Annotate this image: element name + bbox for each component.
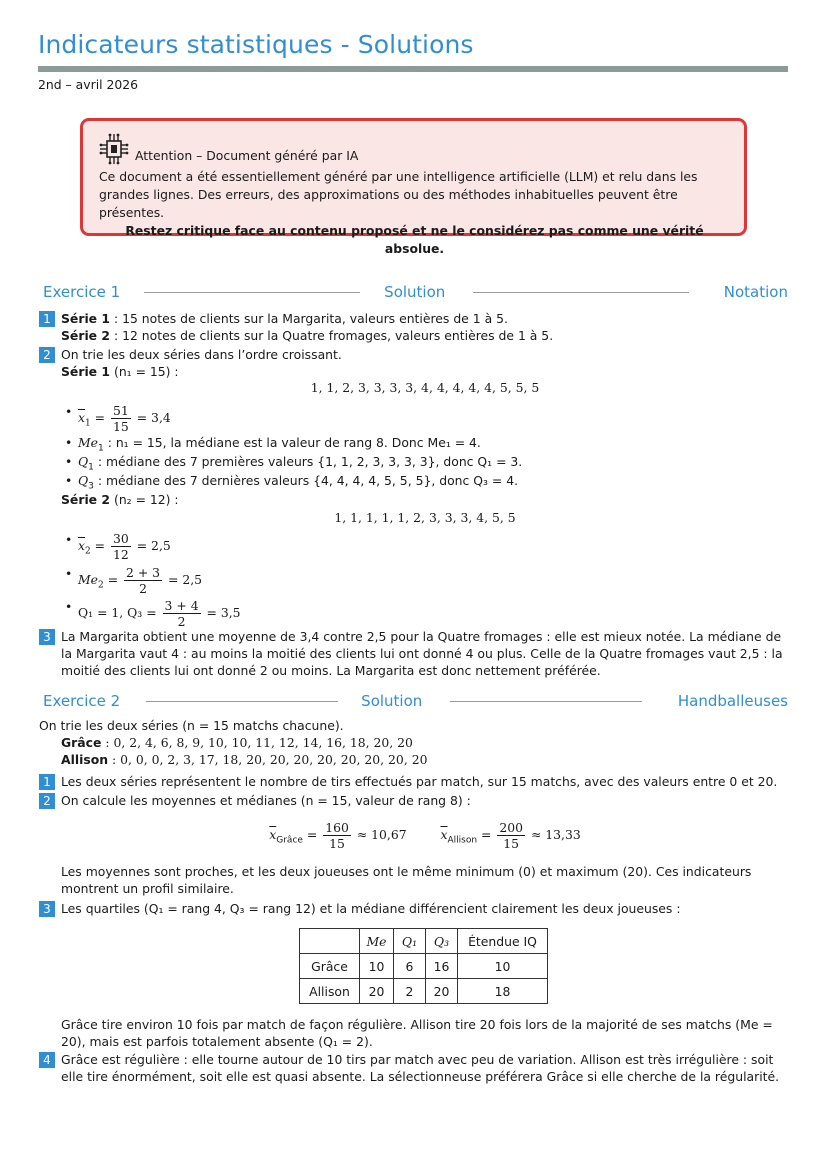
circuit-chip-icon xyxy=(99,133,129,165)
allison-series xyxy=(61,751,427,768)
table-header-row xyxy=(300,929,548,954)
table-cell: 18 xyxy=(458,979,548,1004)
question-2 xyxy=(39,346,789,363)
question-number: 3 xyxy=(39,901,55,917)
grace-mean-value: ≈ 10,67 xyxy=(356,827,407,842)
serie-2-median: • $Me_2$ = $\frac{2 + 3}{2}$ = 2,5 xyxy=(78,565,202,596)
exercise-1-header xyxy=(38,282,788,302)
grace-subscript: Grâce xyxy=(276,835,303,846)
ai-notice-box xyxy=(80,118,747,256)
means-formula: $\overline{x}_{Grâce}$ = $\frac{160}{15}$ ≈ 10,67 $\overline{x}_{Allison}$ = $\frac{200}{15}$ ≈ 13,33 xyxy=(269,820,581,851)
table-cell: 10 xyxy=(360,954,394,979)
serie-label: Série 1 xyxy=(61,364,111,379)
serie-1-q3: • $Q_3$ : médiane des 7 dernières valeurs {4, 4, 4, 4, 5, 5, 5}, donc Q₃ = 4. xyxy=(78,472,518,495)
exercise-2-header xyxy=(38,691,788,711)
ai-notice-warning: Restez critique face au contenu proposé et ne le considérez pas comme une vérité absolue. xyxy=(125,223,704,256)
allison-subscript: Allison xyxy=(447,835,478,846)
question-intro: On trie les deux séries dans l’ordre croissant. xyxy=(61,347,342,362)
table-header-cell xyxy=(300,929,360,954)
table-cell: 20 xyxy=(426,979,458,1004)
quartiles-table xyxy=(299,928,548,1004)
serie-2-mean: • $\overline{x}_2$ = $\frac{30}{12}$ = 2,5 xyxy=(78,531,171,562)
serie-2-quartiles xyxy=(78,598,241,629)
question-answer: La Margarita obtient une moyenne de 3,4 contre 2,5 pour la Quatre fromages : elle est mieux notée. La médiane de la Margarita vaut 4 : au moins la moitié des clients lui ont donné 4 ou plus. Celle de la Quatre fromages vaut 2,5 : la moitié des clients lui ont donné 2 ou moins. La Margarita est donc nettement préférée. xyxy=(61,629,783,678)
quartile-value: = 3,5 xyxy=(206,605,241,620)
question-intro: Les quartiles (Q₁ = rang 4, Q₃ = rang 12) et la médiane différencient clairement les deux joueuses : xyxy=(61,901,681,916)
solution-label: Solution xyxy=(361,692,423,710)
serie-1-sorted: 1, 1, 2, 3, 3, 3, 3, 4, 4, 4, 4, 4, 5, 5, 5 xyxy=(310,380,540,395)
player-values: : 0, 2, 4, 6, 8, 9, 10, 10, 11, 12, 14, 16, 18, 20, 20 xyxy=(101,735,413,750)
median-value: = 2,5 xyxy=(168,572,203,587)
exercise-label: Exercice 1 xyxy=(43,283,121,301)
grace-series xyxy=(61,734,413,751)
table-row xyxy=(300,954,548,979)
table-header-cell: Me xyxy=(360,929,394,954)
question-number: 3 xyxy=(39,629,55,645)
serie-label: Série 1 xyxy=(61,311,111,326)
exercise-topic: Handballeuses xyxy=(677,692,788,710)
ai-notice-text: Ce document a été essentiellement généré par une intelligence artificielle (LLM) et relu dans les grandes lignes. Des erreurs, des approximations ou des méthodes inhabituelles peuvent être présentes. xyxy=(99,169,698,220)
quartile-text: : médiane des 7 premières valeurs {1, 1, 2, 3, 3, 3, 3}, donc Q₁ = 3. xyxy=(93,454,523,469)
fraction-numerator: 200 xyxy=(499,820,523,835)
player-values: : 0, 0, 0, 2, 3, 17, 18, 20, 20, 20, 20, 20, 20, 20, 20 xyxy=(108,752,428,767)
question-number: 2 xyxy=(39,347,55,363)
fraction-numerator: 3 + 4 xyxy=(164,598,199,613)
question-answer: Les deux séries représentent le nombre de tirs effectués par match, sur 15 matchs, avec des valeurs entre 0 et 20. xyxy=(61,774,778,789)
page-subtitle: 2nd – avril 2026 xyxy=(38,77,139,92)
fraction-denominator: 12 xyxy=(113,547,129,562)
question-answer: Grâce tire environ 10 fois par match de façon régulière. Allison tire 20 fois lors de la majorité de ses matchs (Me = 20), mais est parfois totalement absente (Q₁ = 2). xyxy=(61,1017,773,1049)
fraction-numerator: 30 xyxy=(113,531,129,546)
table-cell: Grâce xyxy=(300,954,360,979)
question-3-conclusion xyxy=(39,1016,789,1050)
page-title: Indicateurs statistiques - Solutions xyxy=(38,30,474,59)
question-number: 2 xyxy=(39,793,55,809)
serie-description: : 15 notes de clients sur la Margarita, valeurs entières de 1 à 5. xyxy=(110,311,508,326)
player-label: Grâce xyxy=(61,735,102,750)
table-header-cell: Q₁ xyxy=(394,929,426,954)
mean-value: = 3,4 xyxy=(136,410,171,425)
question-number: 1 xyxy=(39,311,55,327)
table-row xyxy=(300,979,548,1004)
question-2-conclusion xyxy=(39,863,789,897)
table-cell: 16 xyxy=(426,954,458,979)
table-cell: Allison xyxy=(300,979,360,1004)
serie-label: Série 2 xyxy=(61,492,111,507)
fraction-denominator: 2 xyxy=(139,581,147,596)
allison-mean-value: ≈ 13,33 xyxy=(530,827,581,842)
question-2 xyxy=(39,792,789,809)
table-cell: 6 xyxy=(394,954,426,979)
fraction-numerator: 2 + 3 xyxy=(126,565,161,580)
serie-size: (n₂ = 12) : xyxy=(113,492,179,507)
question-3 xyxy=(39,900,789,917)
header-rule xyxy=(450,701,642,702)
fraction-denominator: 15 xyxy=(503,836,520,851)
question-answer: Grâce est régulière : elle tourne autour de 10 tirs par match avec peu de variation. Allison est très irrégulière : soit elle tire énormément, soit elle est quasi absente. La sélectionneuse préférera Grâce si elle cherche de la régularité. xyxy=(61,1052,780,1084)
fraction-denominator: 15 xyxy=(329,836,345,851)
solution-label: Solution xyxy=(384,283,446,301)
table-header-cell: Étendue IQ xyxy=(458,929,548,954)
serie-description: : 12 notes de clients sur la Quatre fromages, valeurs entières de 1 à 5. xyxy=(110,328,554,343)
exercise-label: Exercice 2 xyxy=(43,692,121,710)
quartile-prefix: Q₁ = 1, Q₃ = xyxy=(78,605,157,620)
table-cell: 10 xyxy=(458,954,548,979)
serie-2-sorted: 1, 1, 1, 1, 1, 2, 3, 3, 3, 4, 5, 5 xyxy=(334,510,516,525)
median-text: : n₁ = 15, la médiane est la valeur de rang 8. Donc Me₁ = 4. xyxy=(103,435,481,450)
serie-1-q1: • $Q_1$ : médiane des 7 premières valeurs {1, 1, 2, 3, 3, 3, 3}, donc Q₁ = 3. xyxy=(78,453,522,476)
quartile-text: : médiane des 7 dernières valeurs {4, 4, 4, 4, 5, 5, 5}, donc Q₃ = 4. xyxy=(93,473,519,488)
serie-1-mean: • $\overline{x}_1$ = $\frac{51}{15}$ = 3,4 xyxy=(78,403,171,434)
serie-size: (n₁ = 15) : xyxy=(113,364,179,379)
table-cell: 2 xyxy=(394,979,426,1004)
title-rule xyxy=(38,66,788,72)
question-number: 1 xyxy=(39,774,55,790)
fraction-denominator: 2 xyxy=(177,614,186,629)
table-header-cell: Q₃ xyxy=(426,929,458,954)
header-rule xyxy=(146,701,338,702)
header-rule xyxy=(473,292,689,293)
serie-2-heading xyxy=(61,491,179,508)
table-cell: 20 xyxy=(360,979,394,1004)
header-rule xyxy=(144,292,360,293)
question-number: 4 xyxy=(39,1052,55,1068)
question-answer: Les moyennes sont proches, et les deux joueuses ont le même minimum (0) et maximum (20). Ces indicateurs montrent un profil similaire. xyxy=(61,864,752,896)
serie-1-heading xyxy=(61,363,179,380)
question-intro: On calcule les moyennes et médianes (n = 15, valeur de rang 8) : xyxy=(61,793,471,808)
serie-1-median: • $Me_1$ : n₁ = 15, la médiane est la valeur de rang 8. Donc Me₁ = 4. xyxy=(78,434,481,457)
fraction-numerator: 51 xyxy=(113,403,129,418)
mean-value: = 2,5 xyxy=(136,538,171,553)
fraction-denominator: 15 xyxy=(113,419,129,434)
fraction-numerator: 160 xyxy=(325,820,349,835)
player-label: Allison xyxy=(61,752,109,767)
ai-notice-title: Attention – Document généré par IA xyxy=(135,148,359,163)
exercise-2-intro: On trie les deux séries (n = 15 matchs chacune). xyxy=(39,718,344,733)
exercise-topic: Notation xyxy=(723,283,788,301)
question-3 xyxy=(39,628,789,679)
question-4 xyxy=(39,1051,789,1085)
serie-label: Série 2 xyxy=(61,328,111,343)
question-1 xyxy=(39,310,789,344)
question-1 xyxy=(39,773,789,790)
